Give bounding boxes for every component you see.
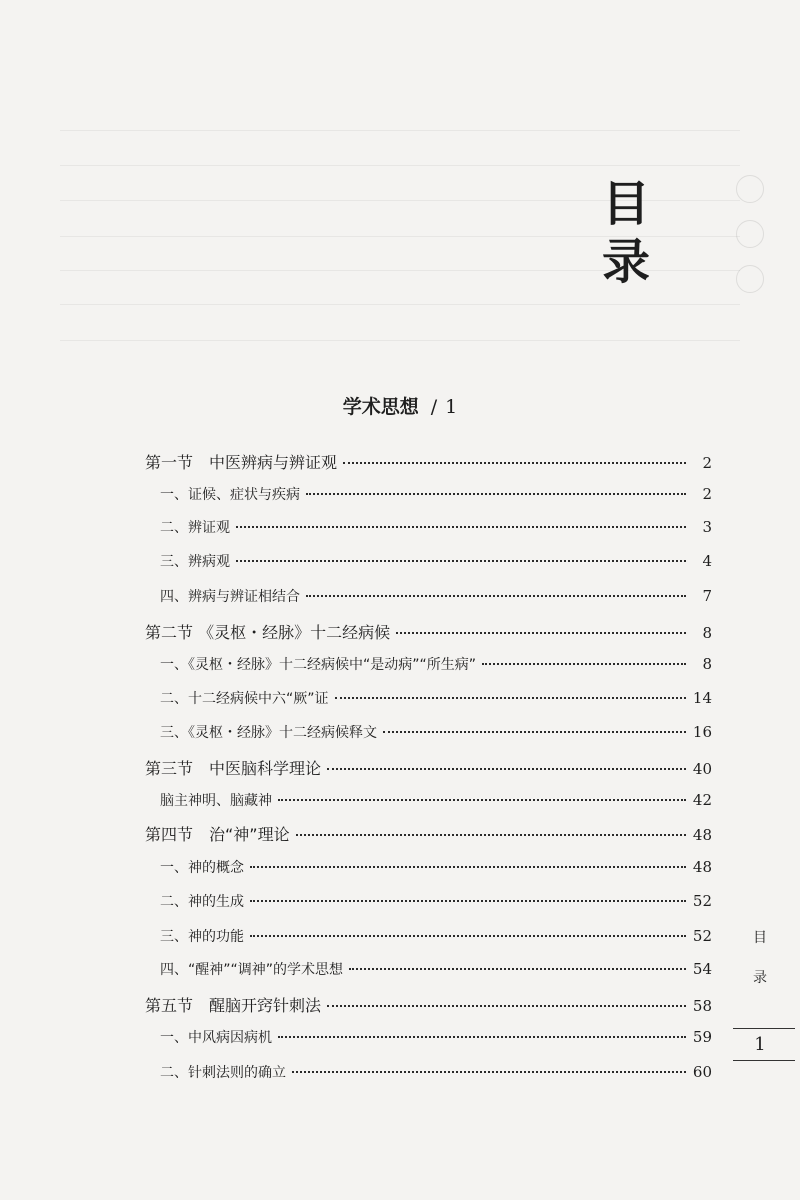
leader-dots <box>327 767 686 770</box>
toc-item[interactable]: 一、证候、症状与疾病 2 <box>160 485 712 503</box>
page-number: 2 <box>702 485 712 503</box>
page-number: 52 <box>692 892 712 910</box>
title-char-1: 目 <box>601 176 650 232</box>
toc-item[interactable]: 二、十二经病候中六“厥”证 14 <box>160 689 712 707</box>
toc-item[interactable]: 一、中风病因病机 59 <box>160 1028 712 1046</box>
page-number: 59 <box>692 1028 712 1046</box>
leader-dots <box>250 934 686 937</box>
toc-item[interactable]: 一、神的概念 48 <box>160 858 712 876</box>
leader-dots <box>236 559 686 562</box>
toc-section-5[interactable]: 第五节 醒脑开窍针刺法 58 <box>145 996 712 1015</box>
leader-dots <box>296 833 686 836</box>
page-number: 16 <box>692 723 712 741</box>
leader-dots <box>335 696 686 699</box>
leader-dots <box>278 798 686 801</box>
margin-rule-top <box>733 1028 795 1029</box>
toc-item[interactable]: 二、辨证观 3 <box>160 518 712 536</box>
leader-dots <box>292 1070 686 1073</box>
leader-dots <box>236 525 686 528</box>
leader-dots <box>396 631 686 634</box>
toc-item[interactable]: 三、神的功能 52 <box>160 927 712 945</box>
page-number: 3 <box>702 518 712 536</box>
page-number: 48 <box>692 826 712 844</box>
page-number: 8 <box>702 624 712 642</box>
toc-section-2[interactable]: 第二节 《灵枢・经脉》十二经病候 8 <box>145 623 712 642</box>
leader-dots <box>383 730 686 733</box>
page-number: 48 <box>692 858 712 876</box>
page-number: 4 <box>702 552 712 570</box>
page-number: 40 <box>692 760 712 778</box>
leader-dots <box>278 1035 686 1038</box>
page-title <box>596 175 656 291</box>
part-page: 1 <box>445 396 458 418</box>
leader-dots <box>349 967 686 970</box>
margin-char-1: 目 <box>753 930 767 946</box>
leader-dots <box>306 492 686 495</box>
page-number: 52 <box>692 927 712 945</box>
toc-section-3[interactable]: 第三节 中医脑科学理论 40 <box>145 759 712 778</box>
leader-dots <box>250 899 686 902</box>
toc-item[interactable]: 三、《灵枢・经脉》十二经病候释文 16 <box>160 723 712 741</box>
page-number: 60 <box>692 1063 712 1081</box>
part-title: 学术思想 <box>342 396 419 418</box>
leader-dots <box>343 461 686 464</box>
page-number: 54 <box>692 960 712 978</box>
toc-item[interactable]: 四、“醒神”“调神”的学术思想 54 <box>160 960 712 978</box>
page-number: 7 <box>702 587 712 605</box>
toc-item[interactable]: 二、神的生成 52 <box>160 892 712 910</box>
toc-item[interactable]: 四、辨病与辨证相结合 7 <box>160 587 712 605</box>
toc-item[interactable]: 脑主神明、脑藏神 42 <box>160 791 712 809</box>
part-heading <box>0 392 800 419</box>
toc-item[interactable]: 二、针刺法则的确立 60 <box>160 1063 712 1081</box>
leader-dots <box>327 1004 686 1007</box>
margin-char-2: 录 <box>753 970 767 986</box>
margin-rule-bottom <box>733 1060 795 1061</box>
margin-section-tab <box>752 928 768 1008</box>
page-number: 14 <box>692 689 712 707</box>
page-number: 58 <box>692 997 712 1015</box>
leader-dots <box>306 594 686 597</box>
toc-item[interactable]: 一、《灵枢・经脉》十二经病候中“是动病”“所生病” 8 <box>160 655 712 673</box>
page-number: 2 <box>702 454 712 472</box>
toc-section-4[interactable]: 第四节 治“神”理论 48 <box>145 825 712 844</box>
margin-page-number: 1 <box>754 1034 766 1055</box>
title-char-2: 录 <box>601 234 650 290</box>
page-number: 42 <box>692 791 712 809</box>
leader-dots <box>250 865 686 868</box>
page-number: 8 <box>702 655 712 673</box>
part-separator: / <box>430 396 438 418</box>
toc-item[interactable]: 三、辨病观 4 <box>160 552 712 570</box>
toc-section-1[interactable]: 第一节 中医辨病与辨证观 2 <box>145 453 712 472</box>
leader-dots <box>482 662 686 665</box>
